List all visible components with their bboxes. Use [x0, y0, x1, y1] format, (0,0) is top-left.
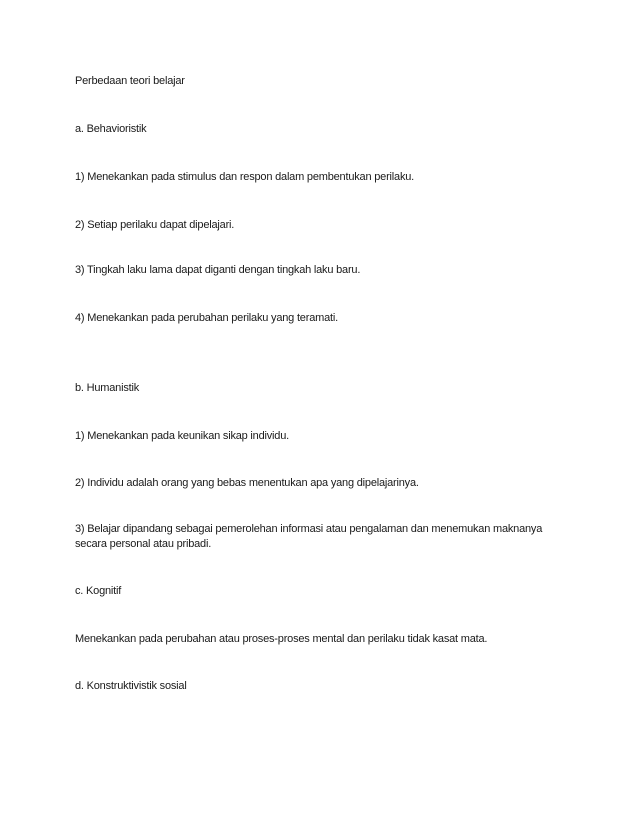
section-heading-humanistik: b. Humanistik [75, 382, 140, 394]
list-item: 1) Menekankan pada stimulus dan respon dalam pembentukan perilaku. [75, 171, 415, 183]
list-item: 2) Individu adalah orang yang bebas menentukan apa yang dipelajarinya. [75, 477, 419, 489]
list-item: 1) Menekankan pada keunikan sikap individu. [75, 430, 289, 442]
document-title: Perbedaan teori belajar [75, 75, 185, 87]
list-item: 4) Menekankan pada perubahan perilaku yang teramati. [75, 312, 338, 324]
section-heading-konstruktivistik-sosial: d. Konstruktivistik sosial [75, 680, 187, 692]
list-item: 3) Tingkah laku lama dapat diganti dengan tingkah laku baru. [75, 264, 361, 276]
section-heading-behavioristik: a. Behavioristik [75, 123, 147, 135]
list-item: 3) Belajar dipandang sebagai pemerolehan informasi atau pengalaman dan menemukan maknanya secara personal atau pribadi. [75, 523, 543, 550]
section-heading-kognitif: c. Kognitif [75, 585, 122, 597]
list-item: Menekankan pada perubahan atau proses-proses mental dan perilaku tidak kasat mata. [75, 633, 488, 645]
list-item: 2) Setiap perilaku dapat dipelajari. [75, 219, 235, 231]
